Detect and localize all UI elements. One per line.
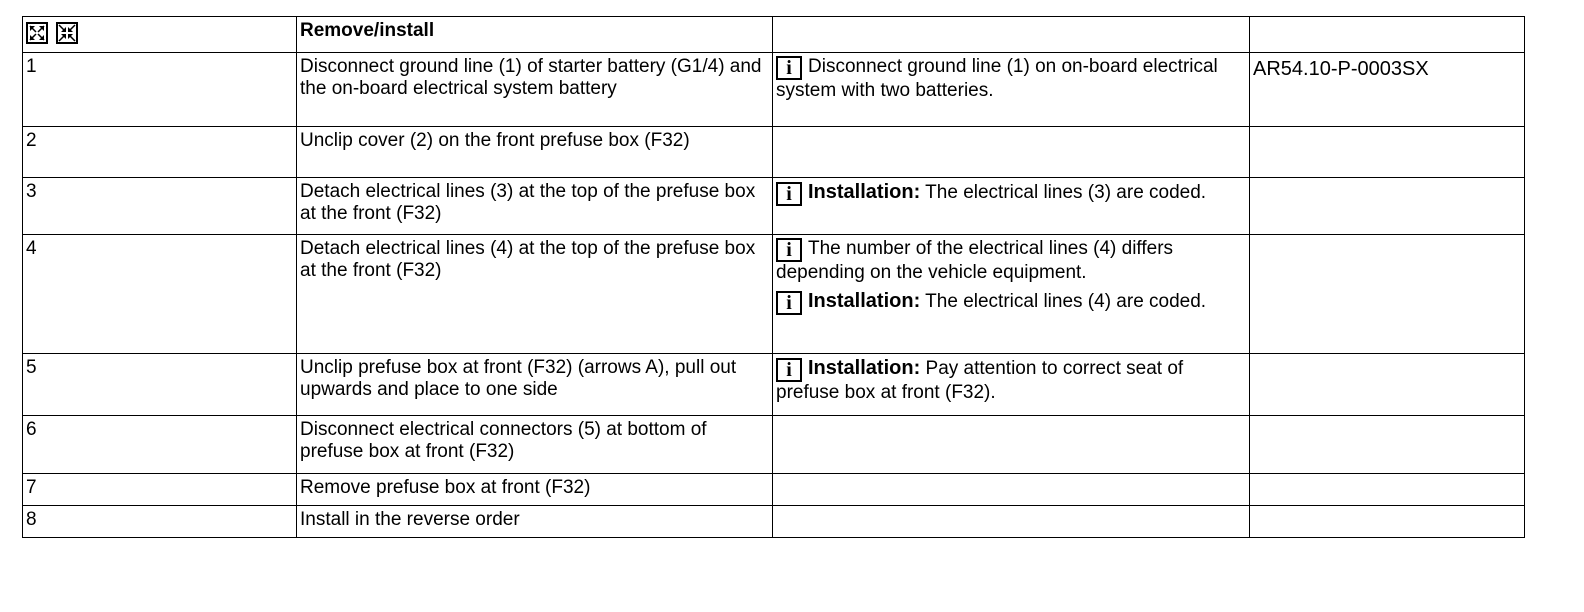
note-text: The electrical lines (3) are coded. [925, 182, 1207, 203]
note [776, 181, 1245, 206]
step-notes [773, 235, 1250, 354]
info-icon: i [776, 182, 802, 206]
step-notes [773, 178, 1250, 235]
step-number: 2 [23, 127, 297, 178]
table-row [23, 416, 1525, 474]
step-number: 3 [23, 178, 297, 235]
table-row [23, 506, 1525, 538]
table-row [23, 474, 1525, 506]
note-lead: Installation: [808, 290, 921, 312]
note [776, 238, 1245, 284]
table-row [23, 354, 1525, 416]
table-row [23, 53, 1525, 127]
header-title [297, 17, 773, 53]
document-reference-link[interactable]: AR54.10-P-0003SX [1253, 58, 1429, 80]
header-title-text: Remove/install [300, 20, 435, 41]
step-notes [773, 354, 1250, 416]
info-icon: i [776, 238, 802, 262]
header-row [23, 17, 1525, 53]
step-reference[interactable] [1250, 53, 1525, 127]
step-notes [773, 506, 1250, 538]
step-action: Detach electrical lines (3) at the top of the prefuse box at the front (F32) [297, 178, 773, 235]
note [776, 56, 1245, 102]
table-row [23, 178, 1525, 235]
step-number: 1 [23, 53, 297, 127]
note-lead: Installation: [808, 357, 921, 379]
info-icon: i [776, 358, 802, 382]
step-number: 7 [23, 474, 297, 506]
step-number: 5 [23, 354, 297, 416]
step-reference [1250, 474, 1525, 506]
step-action: Install in the reverse order [297, 506, 773, 538]
step-reference [1250, 235, 1525, 354]
header-empty-cell [773, 17, 1250, 53]
collapse-all-icon[interactable] [56, 22, 78, 44]
step-reference [1250, 178, 1525, 235]
step-action: Unclip prefuse box at front (F32) (arrows A), pull out upwards and place to one side [297, 354, 773, 416]
step-reference [1250, 416, 1525, 474]
note [776, 357, 1245, 404]
step-action: Remove prefuse box at front (F32) [297, 474, 773, 506]
table-row [23, 235, 1525, 354]
header-icons-cell [23, 17, 297, 53]
note-text: The electrical lines (4) are coded. [925, 291, 1207, 312]
step-action: Disconnect electrical connectors (5) at bottom of prefuse box at front (F32) [297, 416, 773, 474]
info-icon: i [776, 291, 802, 315]
step-action: Detach electrical lines (4) at the top of the prefuse box at the front (F32) [297, 235, 773, 354]
step-number: 6 [23, 416, 297, 474]
step-reference [1250, 354, 1525, 416]
header-empty-cell [1250, 17, 1525, 53]
note-text: The number of the electrical lines (4) differs depending on the vehicle equipment. [776, 238, 1174, 283]
info-icon: i [776, 56, 802, 80]
step-number: 4 [23, 235, 297, 354]
procedure-table [22, 16, 1525, 538]
step-notes [773, 474, 1250, 506]
expand-all-icon[interactable] [26, 22, 48, 44]
step-reference [1250, 506, 1525, 538]
note-text: Pay attention to correct seat of prefuse box at front (F32). [776, 358, 1184, 403]
step-notes [773, 416, 1250, 474]
note-text: Disconnect ground line (1) on on-board electrical system with two batteries. [776, 56, 1218, 101]
step-notes [773, 53, 1250, 127]
step-action: Disconnect ground line (1) of starter battery (G1/4) and the on-board electrical system battery [297, 53, 773, 127]
step-action: Unclip cover (2) on the front prefuse box (F32) [297, 127, 773, 178]
note [776, 290, 1245, 315]
step-reference [1250, 127, 1525, 178]
table-row [23, 127, 1525, 178]
note-lead: Installation: [808, 181, 921, 203]
step-notes [773, 127, 1250, 178]
step-number: 8 [23, 506, 297, 538]
